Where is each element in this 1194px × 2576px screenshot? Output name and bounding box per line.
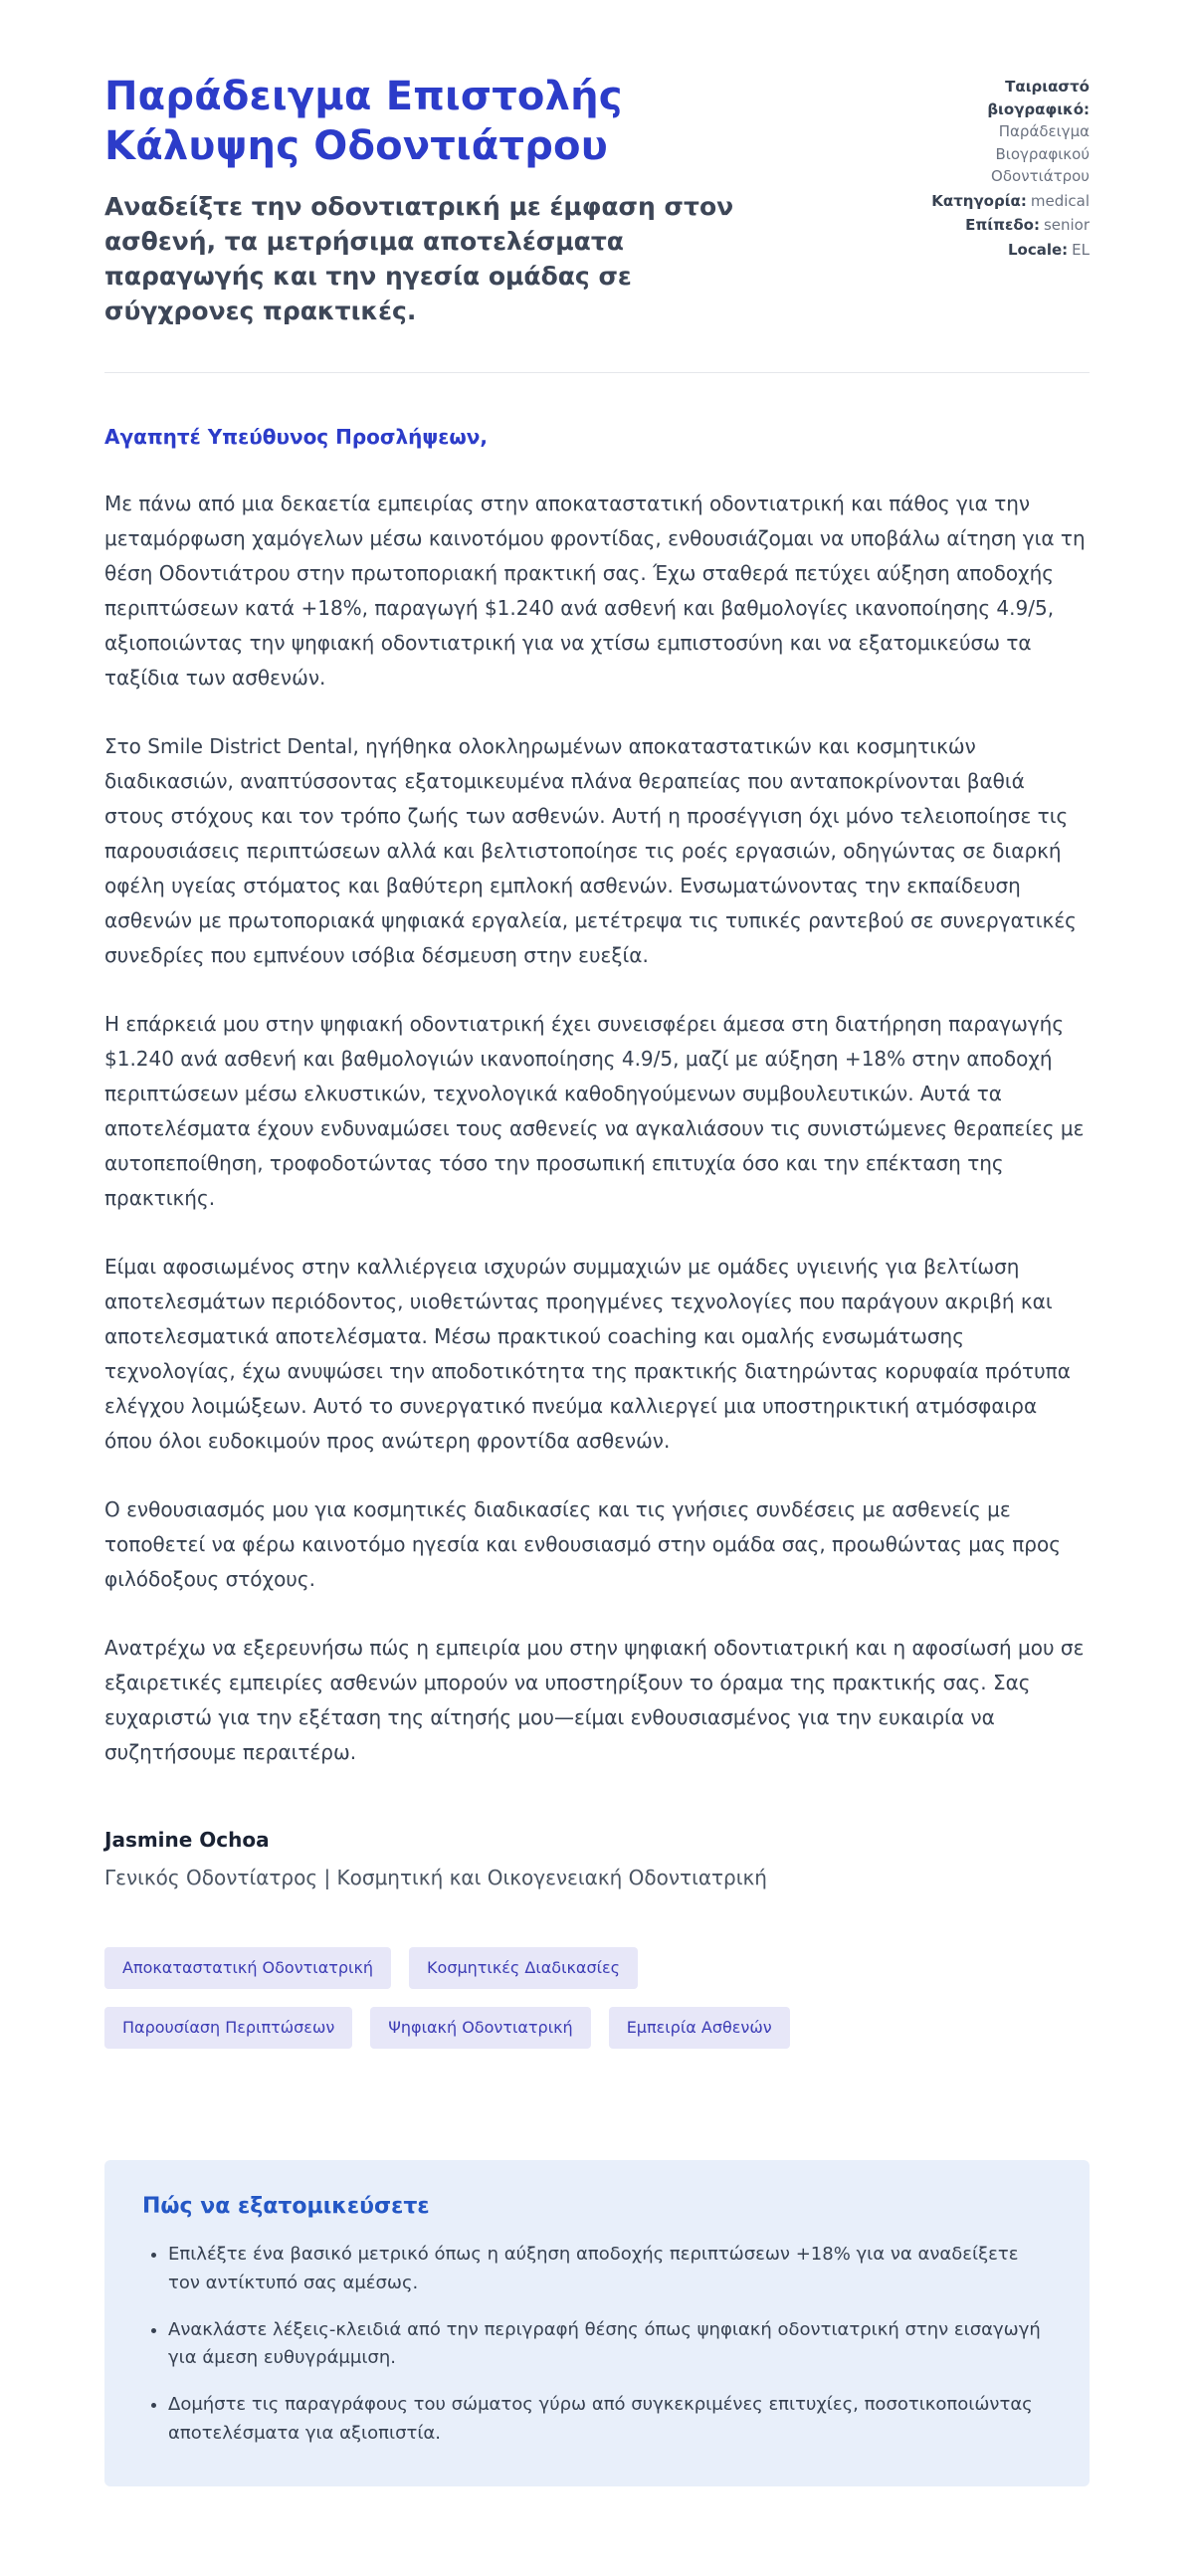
body-paragraph: Με πάνω από μια δεκαετία εμπειρίας στην αποκαταστατική οδοντιατρική και πάθος για την μεταμόρφωση χαμόγελων μέσω καινοτόμου φροντίδας, ενθουσιάζομαι να υποβάλω αίτηση για τη θέση Οδοντιάτρου στην πρωτοποριακή πρακτική σας. Έχω σταθερά πετύχει αύξηση αποδοχής περιπτώσεων κατά +18%, παραγωγή $1.240 ανά ασθενή και βαθμολογίες ικανοποίησης 4.9/5, αξιοποιώντας την ψηφιακή οδοντιατρική για να χτίσω εμπιστοσύνη και να εξατομικεύσω τα ταξίδια των ασθενών. — [104, 492, 1086, 690]
page-subtitle: Αναδείξτε την οδοντιατρική με έμφαση στον ασθενή, τα μετρήσιμα αποτελέσματα παραγωγής και την ηγεσία ομάδας σε σύγχρονες πρακτικές. — [104, 192, 734, 325]
page-header — [104, 72, 1090, 328]
category-label: Κατηγορία: — [931, 191, 1027, 210]
matched-resume-link[interactable]: Παράδειγμα Βιογραφικού Οδοντιάτρου — [991, 122, 1090, 185]
locale-label: Locale: — [1007, 240, 1069, 259]
page-title: Παράδειγμα Επιστολής Κάλυψης Οδοντιάτρου — [104, 74, 623, 169]
meta-category-row — [900, 190, 1090, 213]
tag-chip[interactable]: Εμπειρία Ασθενών — [609, 2007, 790, 2049]
tag-chip[interactable]: Κοσμητικές Διαδικασίες — [409, 1947, 638, 1989]
body-paragraph: Η επάρκειά μου στην ψηφιακή οδοντιατρική έχει συνεισφέρει άμεσα στη διατήρηση παραγωγής $1.240 ανά ασθενή και βαθμολογιών ικανοποίησης 4.9/5, μαζί με αύξηση +18% στην αποδοχή περιπτώσεων μέσω ελκυστικών, τεχνολογικά καθοδηγούμενων συμβουλευτικών. Αυτά τα αποτελέσματα έχουν ενδυναμώσει τους ασθενείς να αγκαλιάσουν τις συνιστώμενες θεραπείες με αυτοπεποίθηση, τροφοδοτώντας τόσο την προσωπική επιτυχία όσο και την επέκταση της πρακτικής. — [104, 1012, 1085, 1210]
customize-tip: • Επιλέξτε ένα βασικό μετρικό όπως η αύξηση αποδοχής περιπτώσεων +18% για να αναδείξετε τον αντίκτυπό σας αμέσως. — [168, 2241, 1052, 2298]
locale-value: EL — [1072, 240, 1090, 259]
tag-chip[interactable]: Παρουσίαση Περιπτώσεων — [104, 2007, 352, 2049]
meta-panel — [900, 72, 1090, 261]
cover-letter-page — [104, 0, 1090, 2576]
salutation: Αγαπητέ Υπεύθυνος Προσλήψεων, — [104, 425, 489, 449]
meta-locale-row — [900, 239, 1090, 262]
category-value: medical — [1030, 191, 1090, 210]
meta-level-row — [900, 214, 1090, 237]
body-paragraph: Στο Smile District Dental, ηγήθηκα ολοκληρωμένων αποκαταστατικών και κοσμητικών διαδικασιών, αναπτύσσοντας εξατομικευμένα πλάνα θεραπείας που ανταποκρίνονται βαθιά στους στόχους και τον τρόπο ζωής των ασθενών. Αυτή η προσέγγιση όχι μόνο τελειοποίησε τις παρουσιάσεις περιπτώσεων αλλά και βελτιστοποίησε τις ροές εργασιών, οδηγώντας σε διαρκή οφέλη υγείας στόματος και βαθύτερη εμπλοκή ασθενών. Ενσωματώνοντας την εκπαίδευση ασθενών με πρωτοποριακά ψηφιακά εργαλεία, μετέτρεψα τις τυπικές ραντεβού σε συνεργατικές συνεδρίες που εμπνέουν ισόβια δέσμευση στην ευεξία. — [104, 734, 1077, 967]
body-paragraph: Είμαι αφοσιωμένος στην καλλιέργεια ισχυρών συμμαχιών με ομάδες υγιεινής για βελτίωση αποτελεσμάτων περιόδοντος, υιοθετώντας προηγμένες τεχνολογίες που παράγουν ακριβή και αποτελεσματικά αποτελέσματα. Μέσω πρακτικού coaching και ομαλής ενσωμάτωσης τεχνολογίας, έχω ανυψώσει την αποδοτικότητα της πρακτικής διατηρώντας κορυφαία πρότυπα ελέγχου λοιμώξεων. Αυτό το συνεργατικό πνεύμα καλλιεργεί μια υποστηρικτική ατμόσφαιρα όπου όλοι ευδοκιμούν προς ανώτερη φροντίδα ασθενών. — [104, 1255, 1071, 1453]
level-label: Επίπεδο: — [965, 216, 1040, 234]
customize-panel — [104, 2160, 1090, 2486]
body-paragraph: Ο ενθουσιασμός μου για κοσμητικές διαδικασίες και τις γνήσιες συνδέσεις με ασθενείς με τοποθετεί να φέρω καινοτόμο ηγεσία και ενθουσιασμό στην ομάδα σας, προωθώντας μας προς φιλόδοξους στόχους. — [104, 1497, 1061, 1591]
tag-list — [104, 1947, 861, 2049]
signature-block — [104, 1828, 1090, 1889]
tag-chip[interactable]: Αποκαταστατική Οδοντιατρική — [104, 1947, 391, 1989]
header-title-block — [104, 72, 761, 328]
customize-tip-list — [142, 2241, 1052, 2449]
matched-resume-label: Ταιριαστό βιογραφικό: — [987, 78, 1090, 118]
customize-panel-title: Πώς να εξατομικεύσετε — [142, 2194, 430, 2219]
body-paragraph: Ανατρέχω να εξερευνήσω πώς η εμπειρία μου στην ψηφιακή οδοντιατρική και η αφοσίωσή μου σε εξαιρετικές εμπειρίες ασθενών μπορούν να υποστηρίξουν το όραμα της πρακτικής σας. Σας ευχαριστώ για την εξέταση της αίτησής μου—είμαι ενθουσιασμένος για την ευκαιρία να συζητήσουμε περαιτέρω. — [104, 1636, 1085, 1764]
tag-chip[interactable]: Ψηφιακή Οδοντιατρική — [370, 2007, 590, 2049]
level-value: senior — [1043, 216, 1090, 234]
letter-body — [104, 487, 1090, 1770]
header-divider — [104, 372, 1090, 373]
signature-role: Γενικός Οδοντίατρος | Κοσμητική και Οικογενειακή Οδοντιατρική — [104, 1866, 767, 1889]
signature-name: Jasmine Ochoa — [104, 1828, 270, 1852]
customize-tip: • Ανακλάστε λέξεις-κλειδιά από την περιγραφή θέσης όπως ψηφιακή οδοντιατρική στην εισαγωγή για άμεση ευθυγράμμιση. — [168, 2316, 1052, 2374]
customize-tip: • Δομήστε τις παραγράφους του σώματος γύρω από συγκεκριμένες επιτυχίες, ποσοτικοποιώντας αποτελέσματα για αξιοπιστία. — [168, 2391, 1052, 2449]
